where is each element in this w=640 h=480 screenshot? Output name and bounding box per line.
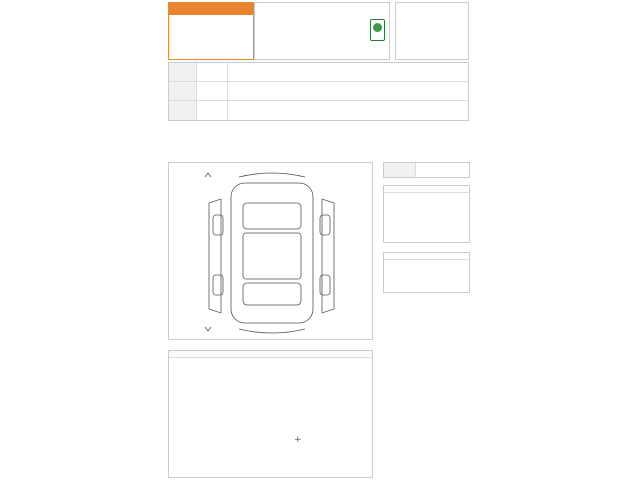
repair-history-value xyxy=(416,163,420,177)
info-links xyxy=(168,124,192,129)
rating-description xyxy=(227,101,404,120)
legend-title xyxy=(169,351,372,358)
rating-description xyxy=(227,63,404,81)
car-damage-diagram xyxy=(168,162,373,340)
ratings-table xyxy=(168,62,469,121)
plus-icon: + xyxy=(294,435,302,445)
special-notes-list xyxy=(384,193,469,199)
rating-row-overall xyxy=(169,63,468,82)
interior-notes-box xyxy=(383,252,470,293)
damage-size-table xyxy=(310,407,340,409)
car-outline-svg xyxy=(169,163,374,341)
overall-score-card xyxy=(168,2,254,60)
rating-description xyxy=(227,82,404,100)
rating-label xyxy=(169,101,197,120)
special-notes-title xyxy=(384,186,469,193)
interior-notes-title xyxy=(384,253,469,260)
score-card-title xyxy=(169,3,253,15)
association-box xyxy=(254,2,390,60)
legend-box xyxy=(168,350,373,478)
rating-label xyxy=(169,63,197,81)
rating-row-exterior xyxy=(169,82,468,101)
rating-scale xyxy=(404,88,468,95)
jaai-box xyxy=(395,2,469,60)
repair-history-label xyxy=(384,163,416,177)
special-notes-box xyxy=(383,185,470,243)
score-scale xyxy=(185,44,239,51)
repair-history-box xyxy=(383,162,470,178)
rating-scale xyxy=(404,69,468,76)
interior-notes-list xyxy=(384,260,469,266)
rating-row-interior xyxy=(169,101,468,120)
rating-scale xyxy=(404,107,468,114)
legend-text xyxy=(169,358,372,364)
association-logo-icon xyxy=(370,19,385,41)
rating-label xyxy=(169,82,197,100)
damage-type-table xyxy=(198,407,295,409)
